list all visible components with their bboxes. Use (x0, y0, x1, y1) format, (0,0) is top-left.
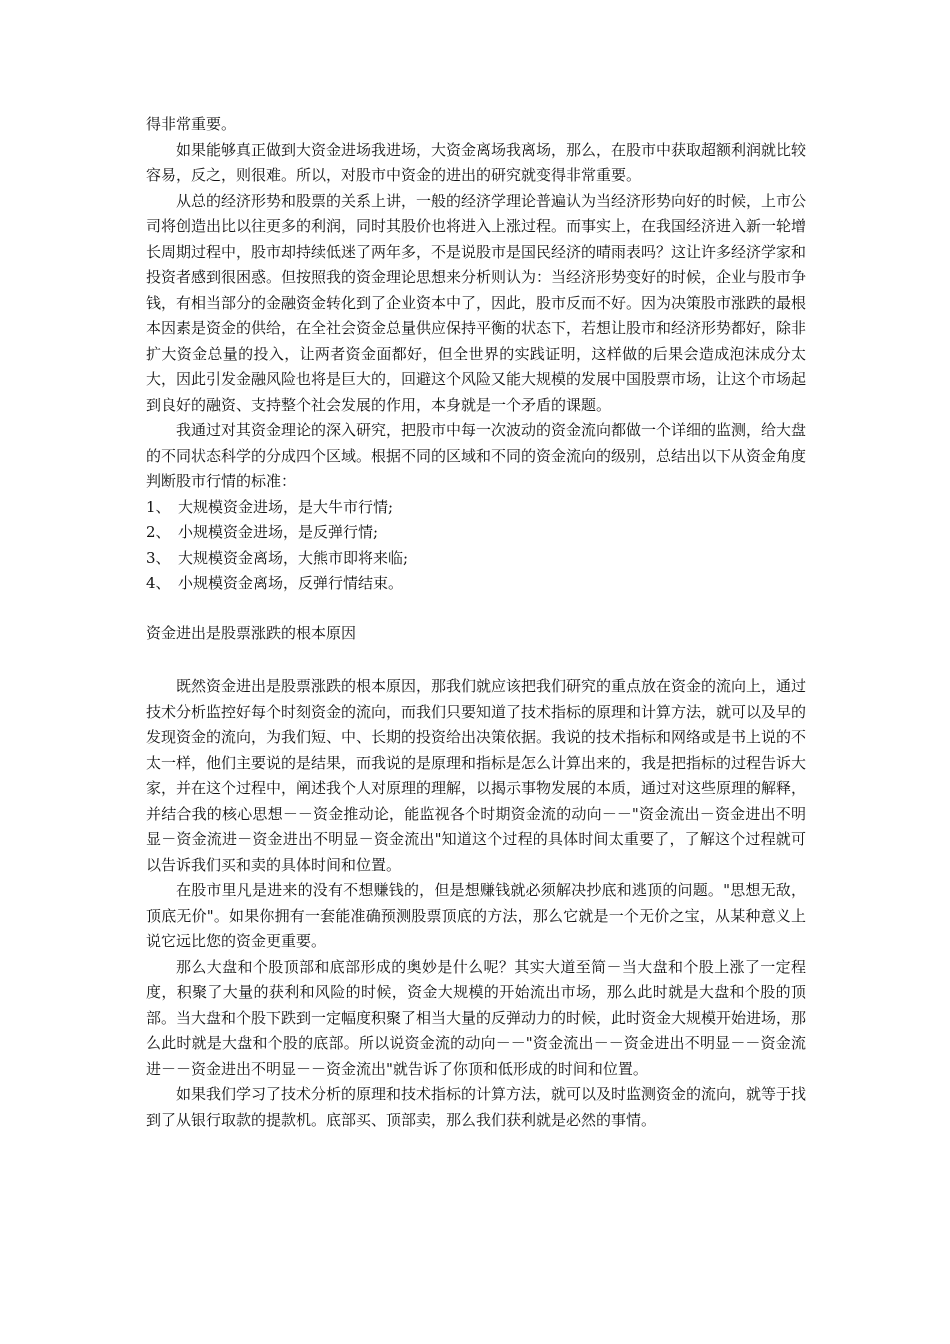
paragraph: 如果我们学习了技术分析的原理和技术指标的计算方法，就可以及时监测资金的流向，就等于找到了从银行取款的提款机。底部买、顶部卖，那么我们获利就是必然的事情。 (146, 1085, 807, 1129)
list-item (146, 495, 806, 521)
list-item-number: 3、 (146, 548, 171, 567)
list-item-text: 大规模资金离场，大熊市即将来临; (178, 548, 409, 567)
list-item-number: 1、 (146, 497, 171, 516)
list-item-text: 小规模资金离场，反弹行情结束。 (178, 574, 404, 592)
list-item-text: 小规模资金进场，是反弹行情; (178, 523, 379, 541)
paragraph: 既然资金进出是股票涨跌的根本原因，那我们就应该把我们研究的重点放在资金的流向上，通过技术分析监控好每个时刻资金的流向，而我们只要知道了技术指标的原理和计算方法，就可以及早的发现资金的流向，为我们短、中、长期的投资给出决策依据。我说的技术指标和网络或是书上说的不太一样，他们主要说的是结果，而我说的是原理和指标是怎么计算出来的，我是把指标的过程告诉大家，并在这个过程中，阐述我个人对原理的理解，以揭示事物发展的本质，通过对这些原理的解释，并结合我的核心思想－－资金推动论，能监视各个时期资金流的动向－－"资金流出－资金进出不明显－资金流进－资金进出不明显－资金流出"知道这个过程的具体时间太重要了，了解这个过程就可以告诉我们买和卖的具体时间和位置。 (146, 677, 807, 874)
section-title: 资金进出是股票涨跌的根本原因 (146, 623, 357, 642)
document-page (146, 112, 806, 1133)
paragraph: 得非常重要。 (146, 115, 237, 133)
list-item (146, 520, 806, 546)
spacer (146, 646, 806, 674)
list-item-number: 4、 (146, 574, 171, 592)
list-item-text: 大规模资金进场，是大牛市行情; (178, 497, 394, 516)
list-item-number: 2、 (146, 523, 171, 541)
paragraph: 如果能够真正做到大资金进场我进场，大资金离场我离场，那么，在股市中获取超额利润就比较容易，反之，则很难。所以，对股市中资金的进出的研究就变得非常重要。 (146, 140, 807, 184)
list-item (146, 546, 806, 572)
paragraph: 在股市里凡是进来的没有不想赚钱的，但是想赚钱就必须解决抄底和逃顶的问题。"思想无敌，顶底无价"。如果你拥有一套能准确预测股票顶底的方法，那么它就是一个无价之宝，从某种意义上说它远比您的资金更重要。 (146, 881, 806, 950)
criteria-list (146, 495, 806, 597)
paragraph: 从总的经济形势和股票的关系上讲，一般的经济学理论普遍认为当经济形势向好的时候，上市公司将创造出比以往更多的利润，同时其股价也将进入上涨过程。而事实上，在我国经济进入新一轮增长周期过程中，股市却持续低迷了两年多，不是说股市是国民经济的晴雨表吗？这让许多经济学家和投资者感到很困惑。但按照我的资金理论思想来分析则认为：当经济形势变好的时候，企业与股市争钱，有相当部分的金融资金转化到了企业资本中了，因此，股市反而不好。因为决策股市涨跌的最根本因素是资金的供给，在全社会资金总量供应保持平衡的状态下，若想让股市和经济形势都好，除非扩大资金总量的投入，让两者资金面都好，但全世界的实践证明，这样做的后果会造成泡沫成分太大，因此引发金融风险也将是巨大的，回避这个风险又能大规模的发展中国股票市场，让这个市场起到良好的融资、支持整个社会发展的作用，本身就是一个矛盾的课题。 (146, 191, 807, 414)
paragraph: 我通过对其资金理论的深入研究，把股市中每一次波动的资金流向都做一个详细的监测，给大盘的不同状态科学的分成四个区域。根据不同的区域和不同的资金流向的级别，总结出以下从资金角度判断股市行情的标准： (146, 421, 807, 490)
paragraph: 那么大盘和个股顶部和底部形成的奥妙是什么呢？其实大道至简－当大盘和个股上涨了一定程度，积聚了大量的获利和风险的时候，资金大规模的开始流出市场，那么此时就是大盘和个股的顶部。当大盘和个股下跌到一定幅度积聚了相当大量的反弹动力的时候，此时资金大规模开始进场，那么此时就是大盘和个股的底部。所以说资金流的动向－－"资金流出－－资金进出不明显－－资金流进－－资金进出不明显－－资金流出"就告诉了你顶和低形成的时间和位置。 (146, 957, 807, 1078)
list-item (146, 571, 806, 597)
